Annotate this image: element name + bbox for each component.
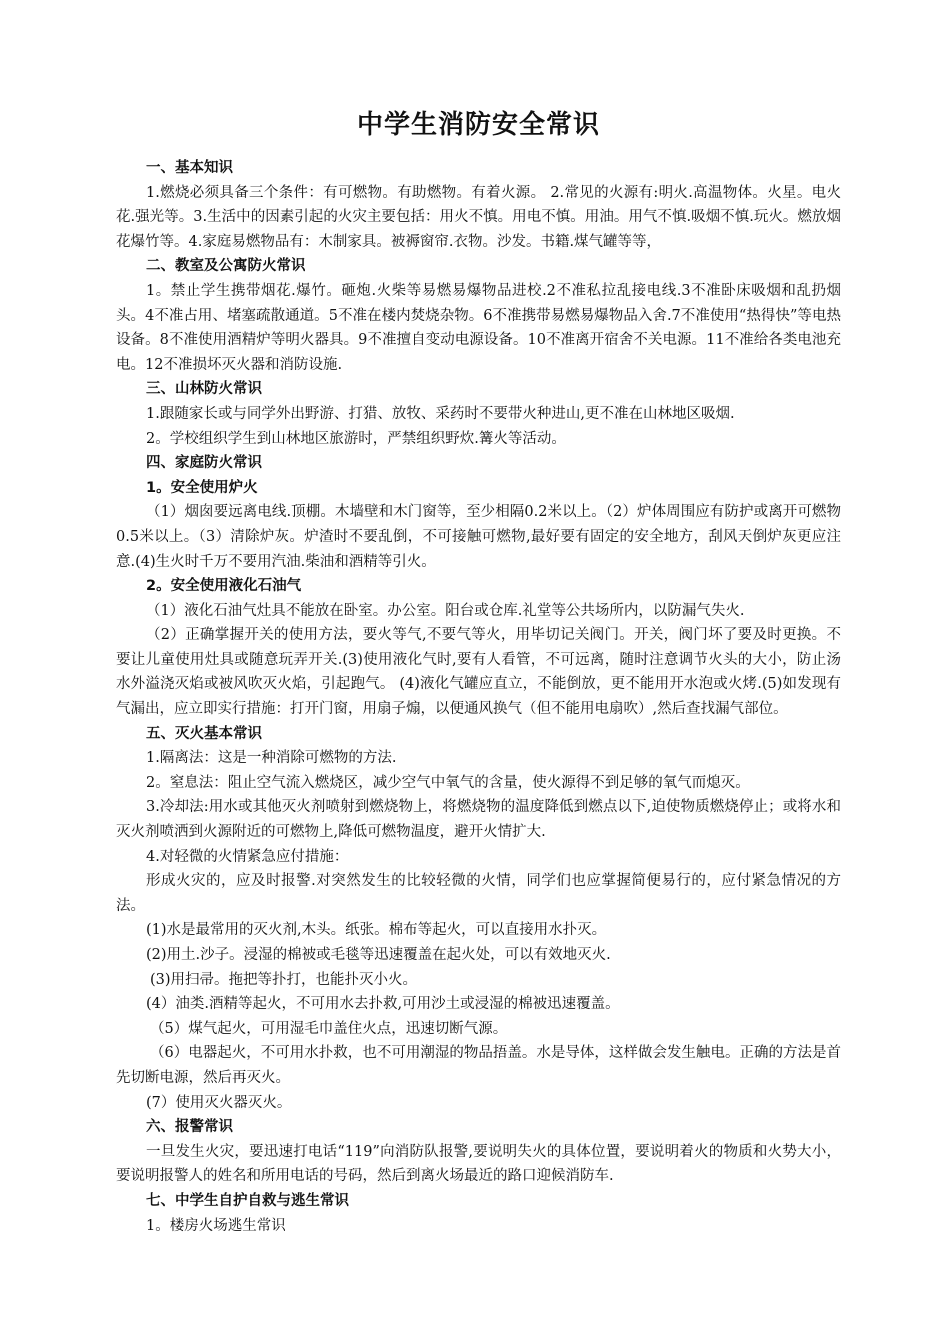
section-heading: 二、教室及公寓防火常识 (146, 258, 306, 275)
paragraph: 1。楼房火场逃生常识 (146, 1217, 286, 1234)
document-page (116, 108, 841, 1238)
section-heading: 一、基本知识 (146, 160, 233, 176)
paragraph: (1)水是最常用的灭火剂,木头。纸张。棉布等起火，可以直接用水扑灭。 (146, 922, 607, 939)
paragraph: (2)用土.沙子。浸湿的棉被或毛毯等迅速覆盖在起火处，可以有效地灭火. (146, 947, 611, 963)
paragraph: (4）油类.酒精等起火，不可用水去扑救,可用沙土或浸湿的棉被迅速覆盖。 (146, 996, 620, 1013)
paragraph: 1.燃烧必须具备三个条件：有可燃物。有助燃物。有着火源。 2.常见的火源有:明火.高温物体。火星。电火花.强光等。3.生活中的因素引起的火灾主要包括：用火不慎。用电不慎。用油。用气不慎.吸烟不慎.玩火。燃放烟花爆竹等。4.家庭易燃物品有：木制家具。被褥窗帘.衣物。沙发。书籍.煤气罐等等， (116, 184, 841, 250)
paragraph: 3.冷却法:用水或其他灭火剂喷射到燃烧物上，将燃烧物的温度降低到燃点以下,迫使物质燃烧停止；或将水和灭火剂喷洒到火源附近的可燃物上,降低可燃物温度，避开火情扩大. (116, 799, 841, 841)
paragraph: 一旦发生火灾，要迅速打电话“119”向消防队报警,要说明失火的具体位置，要说明着火的物质和火势大小，要说明报警人的姓名和所用电话的号码，然后到离火场最近的路口迎候消防车. (116, 1143, 841, 1185)
document-title: 中学生消防安全常识 (356, 110, 600, 140)
paragraph: （1）液化石油气灶具不能放在卧室。办公室。阳台或仓库.礼堂等公共场所内，以防漏气失火. (146, 602, 745, 619)
paragraph: 2。学校组织学生到山林地区旅游时，严禁组织野炊.篝火等活动。 (146, 430, 566, 447)
paragraph: （2）正确掌握开关的使用方法，要火等气,不要气等火，用毕切记关阀门。开关，阀门坏了要及时更换。不要让儿童使用灶具或随意玩弄开关.(3)使用液化气时,要有人看管，不可远离，随时注意调节火头的大小，防止汤水外溢浇灭焰或被风吹灭火焰，引起跑气。 (4)液化气罐应直立，不能倒放，更不能用开水泡或火烤.(5)如发现有气漏出，应立即实行措施：打开门窗，用扇子煽，以便通风换气（但不能用电扇吹）,然后查找漏气部位。 (116, 627, 841, 718)
paragraph: （1）烟囱要远离电线.顶棚。木墙壁和木门窗等，至少相隔0.2米以上。（2）炉体周围应有防护或离开可燃物0.5米以上。（3）清除炉灰。炉渣时不要乱倒，不可接触可燃物,最好要有固定的安全地方，刮风天倒炉灰更应注意.(4)生火时千万不要用汽油.柴油和酒精等引火。 (116, 504, 841, 570)
paragraph: 形成火灾的，应及时报警.对突然发生的比较轻微的火情，同学们也应掌握简便易行的，应付紧急情况的方法。 (116, 873, 841, 914)
section-heading: 三、山林防火常识 (146, 381, 262, 398)
paragraph: 1.隔离法：这是一种消除可燃物的方法. (146, 750, 397, 767)
paragraph: 4.对轻微的火情紧急应付措施： (146, 848, 349, 865)
section-heading: 四、家庭防火常识 (146, 455, 262, 472)
subsection-heading: 2。安全使用液化石油气 (146, 578, 302, 595)
paragraph: (3)用扫帚。拖把等扑打，也能扑灭小火。 (150, 971, 418, 988)
paragraph: 1.跟随家长或与同学外出野游、打猎、放牧、采药时不要带火种进山,更不准在山林地区吸烟. (146, 405, 735, 422)
paragraph: (7）使用灭火器灭火。 (146, 1094, 292, 1111)
paragraph: 1。禁止学生携带烟花.爆竹。砸炮.火柴等易燃易爆物品进校.2不准私拉乱接电线.3不准卧床吸烟和乱扔烟头。4不准占用、堵塞疏散通道。5不准在楼内焚烧杂物。6不准携带易燃易爆物品入舍.7不准使用“热得快”等电热设备。8不准使用酒精炉等明火器具。9不准擅自变动电源设备。10不准离开宿舍不关电源。11不准给各类电池充电。12不准损坏灭火器和消防设施. (116, 282, 841, 373)
document-body (116, 156, 841, 1238)
paragraph: （6）电器起火，不可用水扑救，也不可用潮湿的物品捂盖。水是导体，这样做会发生触电。正确的方法是首先切断电源，然后再灭火。 (116, 1045, 841, 1086)
subsection-heading: 1。安全使用炉火 (146, 479, 258, 496)
paragraph: （5）煤气起火，可用湿毛巾盖住火点，迅速切断气源。 (150, 1020, 508, 1037)
paragraph: 2。窒息法：阻止空气流入燃烧区，减少空气中氧气的含量，使火源得不到足够的氧气而熄灭。 (146, 774, 750, 791)
section-heading: 五、灭火基本常识 (146, 725, 262, 742)
section-heading: 七、中学生自护自救与逃生常识 (146, 1192, 349, 1209)
section-heading: 六、报警常识 (146, 1119, 233, 1136)
